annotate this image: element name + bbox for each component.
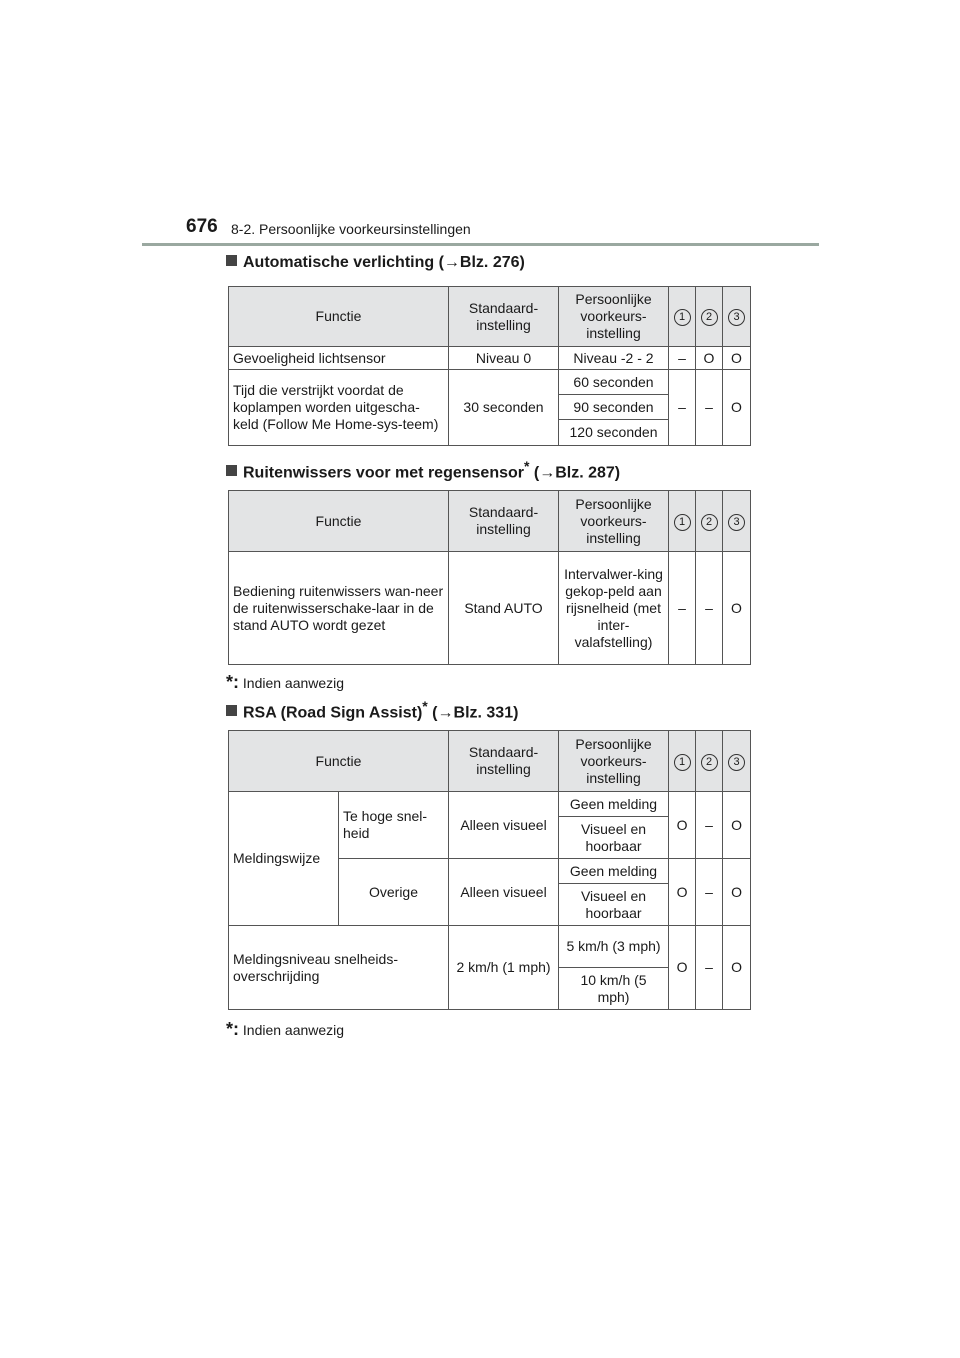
circled-2-icon: 2 [701,514,718,531]
table-row: 120 seconden [229,420,751,446]
table-row: Bediening ruitenwissers wan-neer de ruitenwisserschake-laar in de stand AUTO wordt gezet Stand AUTO Intervalwer-king gekop-peld aan rijsnelheid (met inter-valafstelling) – – O [229,552,751,665]
section-title-automatische-verlichting: Automatische verlichting (→Blz. 276) [226,254,525,272]
circled-1-icon: 1 [674,309,691,326]
table-row: 10 km/h (5 mph) [229,968,751,1010]
header-col-2 [696,731,723,792]
table-row: 90 seconden [229,395,751,420]
section-title-ruitenwissers: Ruitenwissers voor met regensensor* (→Blz. 287) [226,458,620,482]
footnote-ruitenwissers: *: Indien aanwezig [226,672,345,692]
header-col-2 [696,287,723,347]
table-row: Meldingsniveau snelheids-overschrijding 2 km/h (1 mph) 5 km/h (3 mph) O – O [229,926,751,968]
table-header-row [229,491,751,552]
bullet-square-icon [226,705,237,716]
section-title-rsa: RSA (Road Sign Assist)* (→Blz. 331) [226,698,518,722]
table-header-row [229,731,751,792]
header-col-1 [669,731,696,792]
header-functie: Functie [229,287,449,347]
table-row: Visueel en hoorbaar [229,817,751,859]
circled-1-icon: 1 [674,514,691,531]
header-rule [142,243,819,246]
header-standaard: Standaard-instelling [449,287,559,347]
header-persoonlijk: Persoonlijke voorkeurs-instelling [559,731,669,792]
header-col-3 [723,731,751,792]
table-row: Meldingswijze Te hoge snel-heid Alleen visueel Geen melding O – O [229,792,751,817]
footnote-rsa: *: Indien aanwezig [226,1019,345,1039]
bullet-square-icon [226,255,237,266]
chapter-title: 8-2. Persoonlijke voorkeursinstellingen [231,221,471,237]
table-row: Visueel en hoorbaar [229,884,751,926]
settings-table-rsa [228,730,751,1010]
settings-table-ruitenwissers [228,490,751,665]
settings-table-automatische-verlichting [228,286,751,446]
header-col-3 [723,491,751,552]
header-functie: Functie [229,491,449,552]
header-col-2 [696,491,723,552]
page-number: 676 [186,216,218,237]
circled-1-icon: 1 [674,754,691,771]
header-standaard: Standaard-instelling [449,731,559,792]
circled-2-icon: 2 [701,309,718,326]
table-row: Gevoeligheid lichtsensor Niveau 0 Niveau -2 - 2 – O O [229,347,751,370]
table-header-row [229,287,751,347]
circled-3-icon: 3 [728,514,745,531]
header-col-1 [669,287,696,347]
header-col-3 [723,287,751,347]
circled-3-icon: 3 [728,754,745,771]
header-persoonlijk: Persoonlijke voorkeurs-instelling [559,491,669,552]
header-persoonlijk: Persoonlijke voorkeurs-instelling [559,287,669,347]
bullet-square-icon [226,465,237,476]
circled-3-icon: 3 [728,309,745,326]
circled-2-icon: 2 [701,754,718,771]
header-functie: Functie [229,731,449,792]
table-row: Tijd die verstrijkt voordat de koplampen worden uitgescha-keld (Follow Me Home-sys-teem) 30 seconden 60 seconden – – O [229,370,751,395]
table-row: Overige Alleen visueel Geen melding O – O [229,859,751,884]
header-standaard: Standaard-instelling [449,491,559,552]
header-col-1 [669,491,696,552]
